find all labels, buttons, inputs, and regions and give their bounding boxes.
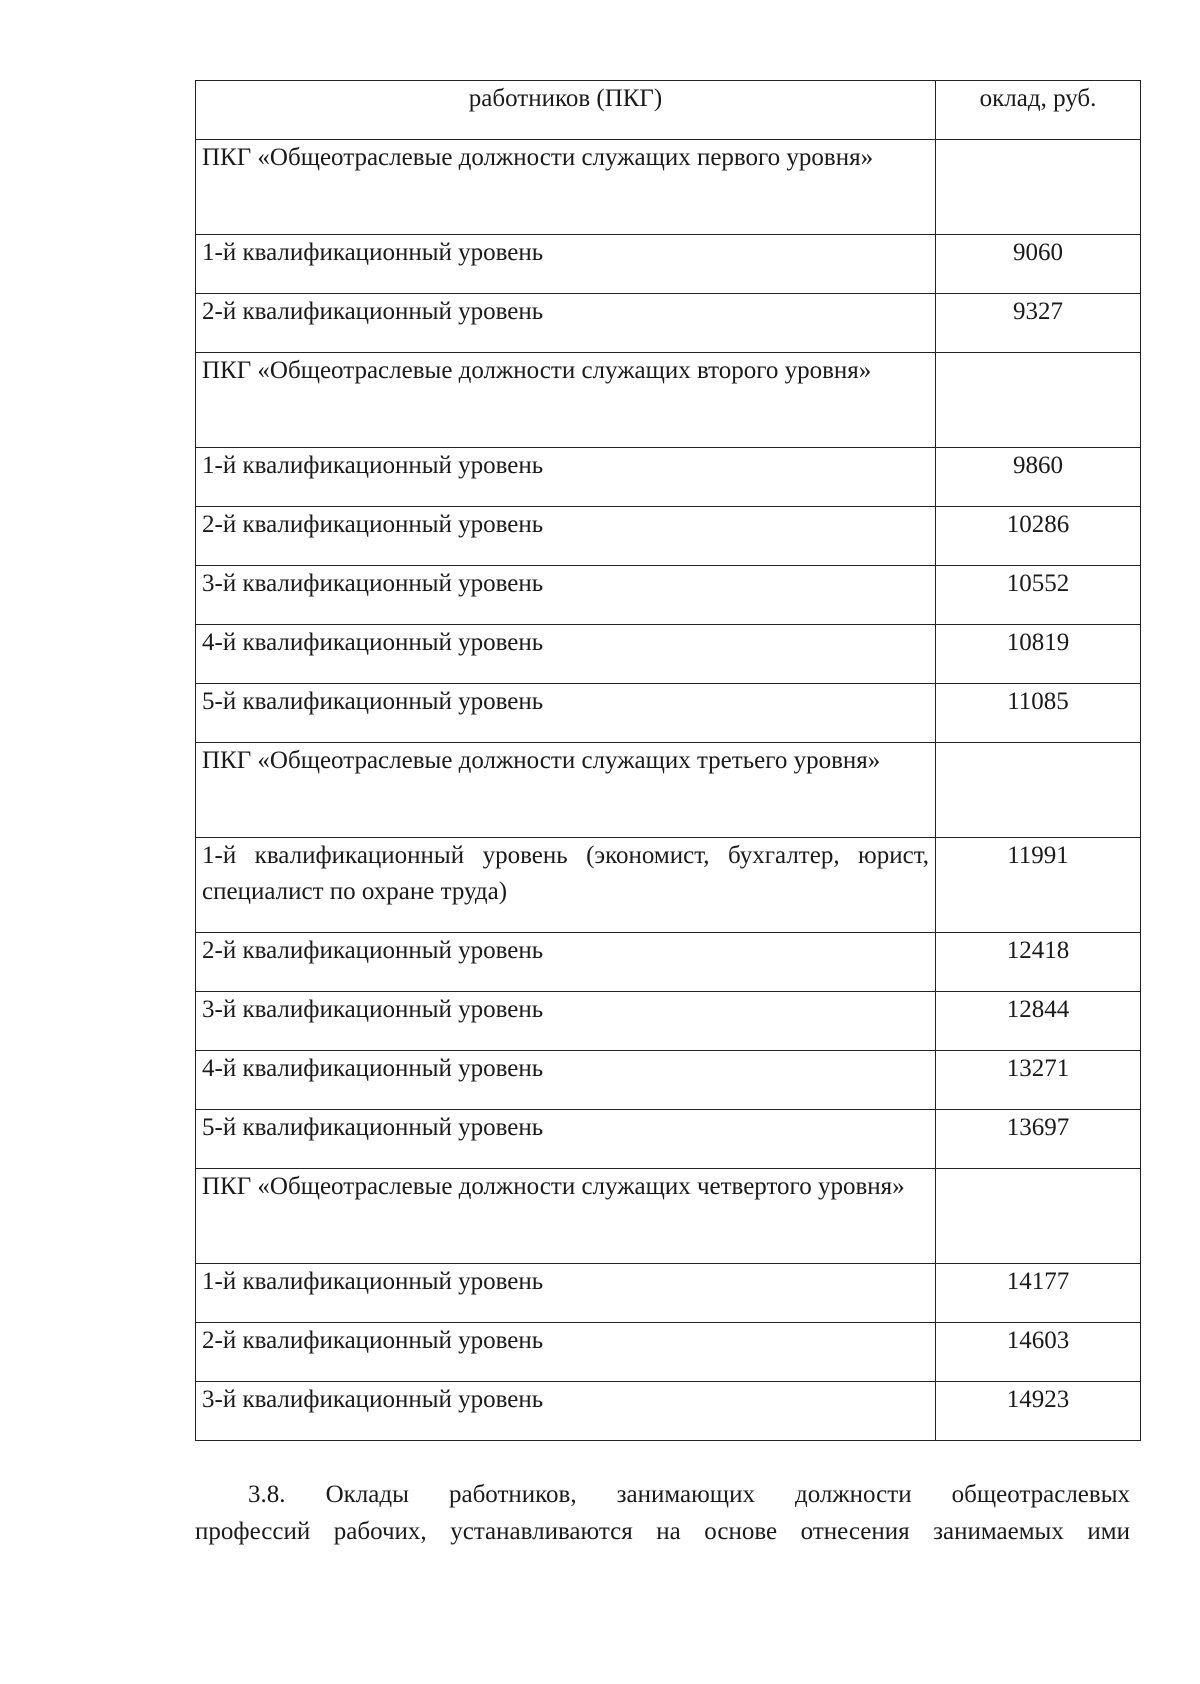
level-name-cell: 3-й квалификационный уровень xyxy=(196,992,936,1051)
salary-value-cell xyxy=(936,353,1141,448)
salary-table xyxy=(195,80,1141,1441)
salary-value-cell: 11085 xyxy=(936,684,1141,743)
level-name-cell: 2-й квалификационный уровень xyxy=(196,1323,936,1382)
salary-value-cell: 12418 xyxy=(936,933,1141,992)
table-row xyxy=(196,235,1141,294)
table-group-row xyxy=(196,1169,1141,1264)
header-salary-cell: оклад, руб. xyxy=(936,81,1141,140)
group-name-cell: ПКГ «Общеотраслевые должности служащих третьего уровня» xyxy=(196,743,936,838)
level-name-cell: 5-й квалификационный уровень xyxy=(196,684,936,743)
salary-value-cell: 14923 xyxy=(936,1382,1141,1441)
table-row xyxy=(196,992,1141,1051)
table-group-row xyxy=(196,140,1141,235)
salary-value-cell: 9327 xyxy=(936,294,1141,353)
level-name-cell: 5-й квалификационный уровень xyxy=(196,1110,936,1169)
level-name-cell: 4-й квалификационный уровень xyxy=(196,1051,936,1110)
level-name-cell: 1-й квалификационный уровень (экономист, бухгалтер, юрист, специалист по охране труда) xyxy=(196,838,936,933)
table-header-row xyxy=(196,81,1141,140)
table-row xyxy=(196,1323,1141,1382)
salary-value-cell: 10286 xyxy=(936,507,1141,566)
level-name-cell: 1-й квалификационный уровень xyxy=(196,448,936,507)
table-group-row xyxy=(196,353,1141,448)
table-row xyxy=(196,625,1141,684)
salary-value-cell: 9860 xyxy=(936,448,1141,507)
table-group-row xyxy=(196,743,1141,838)
salary-value-cell: 14177 xyxy=(936,1264,1141,1323)
table-row xyxy=(196,448,1141,507)
header-name-cell: работников (ПКГ) xyxy=(196,81,936,140)
level-name-cell: 1-й квалификационный уровень xyxy=(196,1264,936,1323)
table-row xyxy=(196,1110,1141,1169)
level-name-cell: 3-й квалификационный уровень xyxy=(196,566,936,625)
paragraph-line-2: профессий рабочих, устанавливаются на основе отнесения занимаемых ими xyxy=(195,1518,1130,1545)
level-name-cell: 4-й квалификационный уровень xyxy=(196,625,936,684)
table-row xyxy=(196,1051,1141,1110)
level-name-cell: 2-й квалификационный уровень xyxy=(196,933,936,992)
group-name-cell: ПКГ «Общеотраслевые должности служащих второго уровня» xyxy=(196,353,936,448)
salary-value-cell xyxy=(936,743,1141,838)
group-name-cell: ПКГ «Общеотраслевые должности служащих четвертого уровня» xyxy=(196,1169,936,1264)
level-name-cell: 3-й квалификационный уровень xyxy=(196,1382,936,1441)
table-row xyxy=(196,294,1141,353)
group-name-cell: ПКГ «Общеотраслевые должности служащих первого уровня» xyxy=(196,140,936,235)
salary-table-body xyxy=(196,81,1141,1441)
table-row xyxy=(196,1264,1141,1323)
table-row xyxy=(196,566,1141,625)
paragraph-3-8 xyxy=(195,1476,1130,1550)
table-row xyxy=(196,507,1141,566)
level-name-cell: 2-й квалификационный уровень xyxy=(196,294,936,353)
level-name-cell: 2-й квалификационный уровень xyxy=(196,507,936,566)
salary-value-cell: 10552 xyxy=(936,566,1141,625)
level-name-cell: 1-й квалификационный уровень xyxy=(196,235,936,294)
paragraph-line-1: 3.8. Оклады работников, занимающих должности общеотраслевых xyxy=(248,1481,1130,1508)
table-row xyxy=(196,838,1141,933)
salary-value-cell: 12844 xyxy=(936,992,1141,1051)
salary-value-cell: 13271 xyxy=(936,1051,1141,1110)
salary-value-cell xyxy=(936,1169,1141,1264)
salary-value-cell xyxy=(936,140,1141,235)
salary-value-cell: 11991 xyxy=(936,838,1141,933)
salary-value-cell: 9060 xyxy=(936,235,1141,294)
salary-value-cell: 10819 xyxy=(936,625,1141,684)
salary-value-cell: 13697 xyxy=(936,1110,1141,1169)
salary-value-cell: 14603 xyxy=(936,1323,1141,1382)
table-row xyxy=(196,933,1141,992)
table-row xyxy=(196,1382,1141,1441)
table-row xyxy=(196,684,1141,743)
